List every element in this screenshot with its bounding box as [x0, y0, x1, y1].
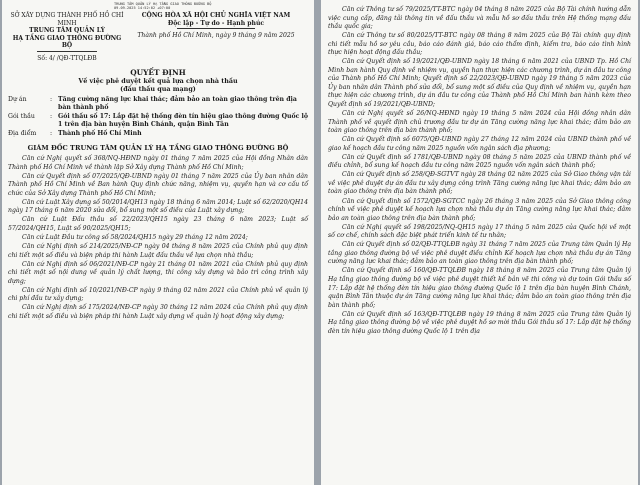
decision-subject-note: (đấu thầu qua mạng): [120, 85, 196, 93]
decision-title: QUYẾT ĐỊNH: [130, 68, 186, 77]
legal-basis-paragraph: Căn cứ Nghị quyết số 26/NQ-HĐND ngày 19 tháng 5 năm 2024 của Hội đồng nhân dân Thành phố về quyết định chủ trương đầu tư dự án Tăng cường năng lực khai thác; đảm bảo an toàn giao thông trên địa bàn thành phố;: [328, 110, 631, 135]
legal-basis-list-continued: [328, 6, 631, 336]
decision-subject: Về việc phê duyệt kết quả lựa chọn nhà thầu: [78, 77, 238, 85]
legal-basis-paragraph: Căn cứ Quyết định số 6075/QĐ-UBND ngày 27 tháng 12 năm 2024 của UBND thành phố về giao kế hoạch đầu tư công năm 2025 nguồn vốn ngân sách địa phương;: [328, 136, 631, 152]
field-label: Dự án: [8, 96, 27, 103]
field-label: Gói thầu: [8, 112, 35, 120]
country-name: CỘNG HÒA XÃ HỘI CHỦ NGHĨA VIỆT NAM: [141, 12, 291, 19]
field-value: Tăng cường năng lực khai thác; đảm bảo an toàn giao thông trên địa bàn thành phố: [58, 96, 297, 112]
motto-underline: [177, 28, 255, 29]
document-page-1: [2, 0, 314, 485]
national-motto-block: [126, 12, 306, 40]
agency-line-3: HẠ TẦNG GIAO THÔNG ĐƯỜNG BỘ: [12, 34, 122, 50]
legal-basis-paragraph: Căn cứ Nghị định số 06/2021/NĐ-CP ngày 21 tháng 01 năm 2021 của Chính phủ quy định chi tiết một số nội dung về quản lý chất lượng, thi công xây dựng và bảo trì công trình xây dựng;: [8, 260, 308, 285]
legal-basis-paragraph: Căn cứ Quyết định số 160/QĐ-TTQLĐB ngày 18 tháng 8 năm 2025 của Trung tâm Quản lý Hạ tầng giao thông đường bộ về việc phê duyệt thiết kế bản vẽ thi công và dự toán Gói thầu số 17: Lắp đặt hệ thống đèn tín hiệu giao thông đường Quốc lộ 1 trên địa bàn huyện Bình Chánh, quận Bình Tân thuộc dự án Tăng cường năng lực khai thác; đảm bảo an toàn giao thông trên địa bàn thành phố;: [328, 267, 631, 309]
legal-basis-paragraph: Căn cứ Quyết định số 19/2021/QĐ-UBND ngày 18 tháng 6 năm 2021 của UBND Tp. Hồ Chí Minh ban hành Quy định về nhiệm vụ, quyền hạn thực hiện các chương trình, dự án đầu tư công của Thành phố Hồ Chí Minh; Quyết định số 22/2023/QĐ-UBND ngày 19 tháng 5 năm 2023 của Ủy ban nhân dân Thành phố sửa đổi, bổ sung một số điều của Quy định về nhiệm vụ, quyền hạn thực hiện các chương trình, dự án đầu tư công của Thành phố Hồ Chí Minh ban hành kèm theo Quyết định số 19/2021/QĐ-UBND;: [328, 58, 631, 109]
legal-basis-paragraph: Căn cứ Thông tư số 80/2025/TT-BTC ngày 08 tháng 8 năm 2025 của Bộ Tài chính quy định chi tiết mẫu hồ sơ yêu cầu, báo cáo đánh giá, báo cáo thẩm định, kiểm tra, báo cáo tình hình thực hiện hoạt động đấu thầu;: [328, 32, 631, 57]
digital-signature-stamp: TRUNG TÂM QUẢN LÝ HẠ TẦNG GIAO THÔNG ĐƯỜNG BỘ 09.09.2025 14:52:02 +07:00: [114, 2, 212, 11]
document-number: Số: 4/ /QĐ-TTQLĐB: [37, 54, 97, 62]
agency-line-1: SỞ XÂY DỰNG THÀNH PHỐ HỒ CHÍ MINH: [10, 12, 124, 27]
field-project: Dự án : Tăng cường năng lực khai thác; đảm bảo an toàn giao thông trên địa bàn thành phố: [8, 96, 308, 113]
document-header: [8, 12, 308, 62]
field-location: Địa điểm : Thành phố Hồ Chí Minh: [8, 130, 308, 138]
legal-basis-paragraph: Căn cứ Nghị quyết số 368/NQ-HĐND ngày 01 tháng 7 năm 2025 của Hội đồng Nhân dân Thành phố Hồ Chí Minh về thành lập Sở Xây dựng Thành phố Hồ Chí Minh;: [8, 155, 308, 171]
document-date: Thành phố Hồ Chí Minh, ngày 9 tháng 9 năm 2025: [137, 32, 295, 40]
issuing-agency-block: [8, 12, 126, 63]
legal-basis-paragraph: Căn cứ Quyết định số 163/QĐ-TTQLĐB ngày 19 tháng 8 năm 2025 của Trung tâm Quản lý Hạ tầng giao thông đường bộ về việc phê duyệt hồ sơ mời thầu Gói thầu số 17: Lắp đặt hệ thống đèn tín hiệu giao thông đường Quốc lộ 1 trên địa: [328, 310, 631, 335]
field-value: Thành phố Hồ Chí Minh: [58, 129, 142, 137]
motto: Độc lập - Tự do - Hạnh phúc: [167, 19, 265, 27]
legal-basis-list: [8, 155, 308, 321]
project-info: [8, 96, 308, 138]
legal-basis-paragraph: Căn cứ Nghị định số 10/2021/NĐ-CP ngày 9 tháng 02 năm 2021 của Chính phủ về quản lý chi phí đầu tư xây dựng;: [8, 286, 308, 303]
legal-basis-paragraph: Căn cứ Quyết định số 07/2025/QĐ-UBND ngày 01 tháng 7 năm 2025 của Ủy ban nhân dân Thành phố Hồ Chí Minh về Ban hành Quy định chức năng, nhiệm vụ, quyền hạn và cơ cấu tổ chức của Sở Xây dựng Thành phố Hồ Chí Minh;: [8, 172, 308, 197]
legal-basis-paragraph: Căn cứ Luật Xây dựng số 50/2014/QH13 ngày 18 tháng 6 năm 2014; Luật số 62/2020/QH14 ngày 17 tháng 6 năm 2020 sửa đổi, bổ sung một số điều của Luật xây dựng;: [8, 198, 308, 215]
legal-basis-paragraph: Căn cứ Quyết định số 258/QĐ-SGTVT ngày 28 tháng 02 năm 2025 của Sở Giao thông vận tải về việc phê duyệt dự án đầu tư xây dựng công trình Tăng cường năng lực khai thác; đảm bảo an toàn giao thông trên địa bàn thành phố;: [328, 171, 631, 196]
legal-basis-paragraph: Căn cứ Quyết định số 1781/QĐ-UBND ngày 08 tháng 5 năm 2025 của UBND thành phố về điều chỉnh, bổ sung kế hoạch đầu tư công năm 2025 nguồn vốn ngân sách thành phố;: [328, 153, 631, 170]
legal-basis-paragraph: Căn cứ Nghị định số 175/2024/NĐ-CP ngày 30 tháng 12 năm 2024 của Chính phủ quy định chi tiết một số điều và biện pháp thi hành Luật xây dựng về quản lý hoạt động xây dựng;: [8, 304, 308, 320]
legal-basis-paragraph: Căn cứ Nghị quyết số 198/2025/NQ-QH15 ngày 17 tháng 5 năm 2025 của Quốc hội về một số cơ chế, chính sách đặc biệt phát triển kinh tế tư nhân;: [328, 223, 631, 240]
legal-basis-paragraph: Căn cứ Nghị định số 214/2025/NĐ-CP ngày 04 tháng 8 năm 2025 của Chính phủ quy định chi tiết một số điều và biện pháp thi hành Luật đấu thầu về lựa chọn nhà thầu;: [8, 243, 308, 259]
director-heading: GIÁM ĐỐC TRUNG TÂM QUẢN LÝ HẠ TẦNG GIAO THÔNG ĐƯỜNG BỘ: [27, 144, 289, 153]
legal-basis-paragraph: Căn cứ Thông tư số 79/2025/TT-BTC ngày 04 tháng 8 năm 2025 của Bộ Tài chính hướng dẫn việc cung cấp, đăng tải thông tin về đấu thầu và mẫu hồ sơ đấu thầu trên Hệ thống mạng đấu thầu quốc gia;: [328, 6, 631, 31]
legal-basis-paragraph: Căn cứ Luật Đầu tư công số 58/2024/QH15 ngày 29 tháng 12 năm 2024;: [22, 233, 248, 241]
legal-basis-paragraph: Căn cứ Quyết định số 1572/QĐ-SGTCC ngày 26 tháng 3 năm 2025 của Sở Giao thông công chính về việc phê duyệt kế hoạch lựa chọn nhà thầu dự án Tăng cường năng lực khai thác; đảm bảo an toàn giao thông trên địa bàn thành phố;: [328, 197, 631, 222]
field-package: Gói thầu : Gói thầu số 17: Lắp đặt hệ thống đèn tín hiệu giao thông đường Quốc lộ 1 trên địa bàn huyện Bình Chánh, quận Bình Tân: [8, 112, 308, 129]
agency-line-2: TRUNG TÂM QUẢN LÝ: [29, 27, 105, 35]
legal-basis-paragraph: Căn cứ Quyết định số 02/QĐ-TTQLĐB ngày 31 tháng 7 năm 2025 của Trung tâm Quản lý Hạ tầng giao thông đường bộ về việc phê duyệt điều chỉnh Kế hoạch lựa chọn nhà thầu dự án Tăng cường năng lực khai thác; đảm bảo an toàn giao thông trên địa bàn thành phố;: [328, 241, 631, 266]
legal-basis-paragraph: Căn cứ Luật Đấu thầu số 22/2023/QH15 ngày 23 tháng 6 năm 2023; Luật số 57/2024/QH15, Luật số 90/2025/QH15;: [8, 216, 308, 232]
field-value: Gói thầu số 17: Lắp đặt hệ thống đèn tín hiệu giao thông đường Quốc lộ 1 trên địa bàn huyện Bình Chánh, quận Bình Tân: [58, 112, 308, 129]
field-label: Địa điểm: [8, 129, 37, 137]
document-page-2: [321, 0, 638, 485]
agency-underline: [37, 51, 97, 52]
